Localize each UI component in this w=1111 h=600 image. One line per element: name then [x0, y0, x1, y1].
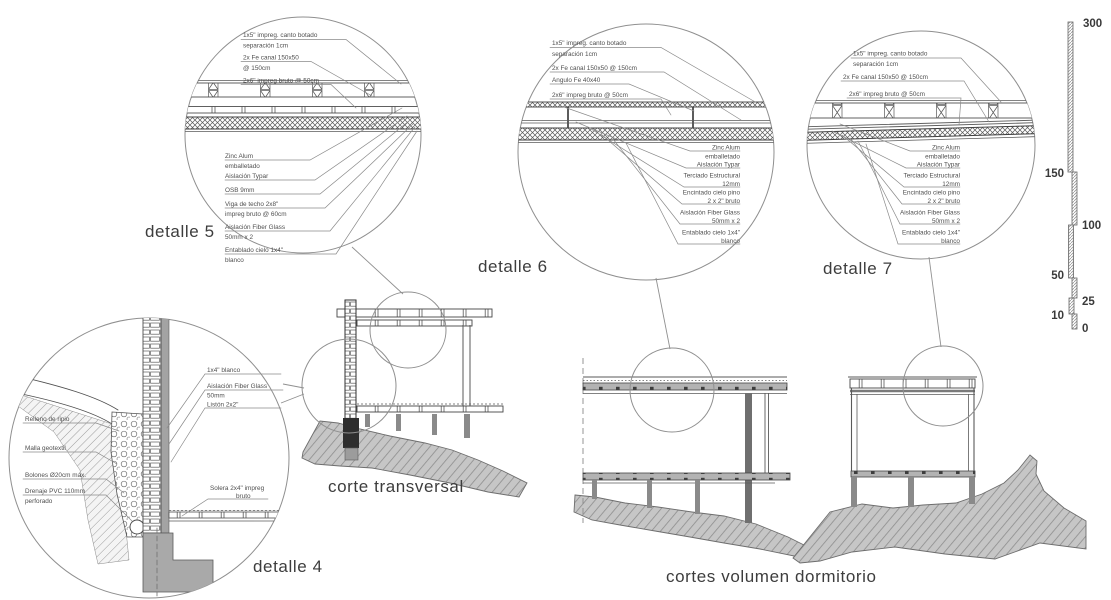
detail-6-callout — [478, 24, 774, 280]
annotation-label: @ 150cm — [243, 65, 271, 72]
scale-tick-label: 0 — [1082, 323, 1089, 335]
detail-6-caption: detalle 6 — [478, 257, 548, 276]
annotation-label: Viga de techo 2x8" — [225, 201, 279, 208]
annotation-label: emballetado — [225, 163, 260, 170]
callout-circle-roof — [370, 292, 446, 368]
annotation-label: 2 x 2" bruto — [707, 198, 740, 205]
detail-5-circle — [185, 17, 421, 253]
detail-7-callout — [797, 31, 1042, 278]
annotation-label: Zinc Alum — [931, 144, 960, 152]
annotation-label: Aislación Fiber Glass — [207, 383, 268, 390]
annotation-label: 2x6" impreg bruto @ 50cm — [849, 91, 925, 98]
floor-deck — [357, 406, 503, 412]
dormitorio-section-left — [574, 348, 812, 557]
annotation-label: Terciado Estructural — [683, 172, 740, 180]
annotation-label: 50mm x 2 — [931, 218, 960, 225]
annotation-label: 2x Fe canal 150x50 — [243, 54, 299, 62]
annotation-label: separación 1cm — [552, 51, 598, 58]
annotation-label: Encintado cielo pino — [682, 189, 740, 197]
corte-transversal-caption: corte transversal — [328, 477, 464, 496]
annotation-label: 12mm — [722, 181, 740, 188]
roof-deck — [337, 309, 492, 317]
annotation-label: Drenaje PVC 110mm — [25, 488, 85, 495]
annotation-label: 2x Fe canal 150x50 @ 150cm — [552, 65, 637, 72]
scale-tick-label: 25 — [1082, 296, 1095, 308]
annotation-label: Zinc Alum — [225, 153, 254, 160]
detail-5-caption: detalle 5 — [145, 222, 215, 241]
roof-structure — [357, 320, 472, 326]
annotation-label: 2 x 2" bruto — [927, 198, 960, 205]
scale-tick-label: 150 — [1044, 168, 1064, 180]
scale-tick-label: 100 — [1082, 220, 1102, 232]
annotation-label: Aislación Fiber Glass — [899, 209, 960, 217]
annotation-label: Zinc Alum — [711, 144, 740, 152]
annotation-label: impreg bruto @ 60cm — [225, 211, 287, 218]
annotation-label: Aislación Typar — [225, 173, 269, 180]
annotation-label: 12mm — [942, 181, 960, 188]
wall — [345, 300, 356, 422]
annotation-label: Aislación Fiber Glass — [679, 209, 740, 217]
annotation-label: 1x4" blanco — [207, 367, 241, 374]
annotation-label: blanco — [225, 257, 244, 264]
annotation-label: separación 1cm — [243, 42, 289, 50]
scale-tick-label: 10 — [1051, 310, 1064, 322]
annotation-label: perforado — [25, 498, 53, 505]
annotation-label: Encintado cielo pino — [902, 189, 960, 197]
annotation-label: 50mm x 2 — [711, 218, 740, 225]
roof-band — [850, 379, 975, 388]
scale-bar — [1045, 18, 1102, 335]
annotation-label: Listón 2x2" — [207, 401, 239, 409]
annotation-label: 2x6" impreg bruto @ 50cm — [552, 92, 628, 99]
roof-band — [583, 383, 787, 390]
annotation-label: 1x5" impreg. canto botado — [853, 50, 928, 58]
annotation-label: OSB 9mm — [225, 187, 255, 194]
annotation-label: 1x5" impreg. canto botado — [243, 32, 318, 39]
annotation-label: Aislación Fiber Glass — [225, 224, 286, 231]
annotation-label: Aislación Typar — [916, 161, 960, 169]
drain-pipe-section — [130, 520, 144, 534]
annotation-label: Entablado cielo 1x4" — [225, 247, 284, 254]
floor-band — [851, 471, 975, 477]
post — [745, 393, 752, 523]
floor-band — [583, 473, 790, 480]
annotation-label: Malla geotextil — [25, 445, 66, 452]
annotation-label: bruto — [236, 493, 251, 500]
annotation-label: emballetado — [925, 153, 960, 161]
annotation-label: 2x Fe canal 150x50 @ 150cm — [843, 74, 928, 81]
annotation-label: Solera 2x4" impreg — [210, 485, 265, 492]
corte-transversal-section — [302, 292, 527, 497]
detail-5-callout — [145, 17, 429, 264]
cortes-volumen-caption: cortes volumen dormitorio — [666, 567, 877, 586]
annotation-label: separación 1cm — [853, 61, 899, 68]
detail-4-caption: detalle 4 — [253, 557, 323, 576]
annotation-label: 2x6" impreg bruto @ 50cm — [243, 77, 319, 85]
annotation-label: Terciado Estructural — [903, 172, 960, 180]
detail-7-caption: detalle 7 — [823, 259, 893, 278]
detail-7-circle — [807, 31, 1035, 259]
annotation-label: Bolones Ø20cm máx. — [25, 472, 87, 479]
scale-tick-label: 300 — [1083, 18, 1103, 30]
dormitorio-section-right — [666, 346, 1086, 586]
scale-tick-label: 50 — [1051, 270, 1064, 282]
annotation-label: 1x5" impreg. canto botado — [552, 40, 627, 47]
detail-4-callout — [9, 316, 323, 598]
annotation-label: Aislación Typar — [696, 161, 740, 169]
annotation-label: 50mm x 2 — [225, 234, 254, 241]
annotation-label: 50mm — [207, 392, 225, 400]
annotation-label: blanco — [941, 238, 960, 245]
annotation-label: Relleno de ripio — [25, 416, 70, 423]
annotation-label: Entablado cielo 1x4" — [681, 229, 740, 237]
annotation-label: Entablado cielo 1x4" — [901, 229, 960, 237]
annotation-label: emballetado — [705, 153, 740, 161]
terrain — [574, 495, 812, 557]
annotation-label: blanco — [721, 238, 740, 245]
annotation-label: Angulo Fe 40x40 — [552, 77, 601, 84]
